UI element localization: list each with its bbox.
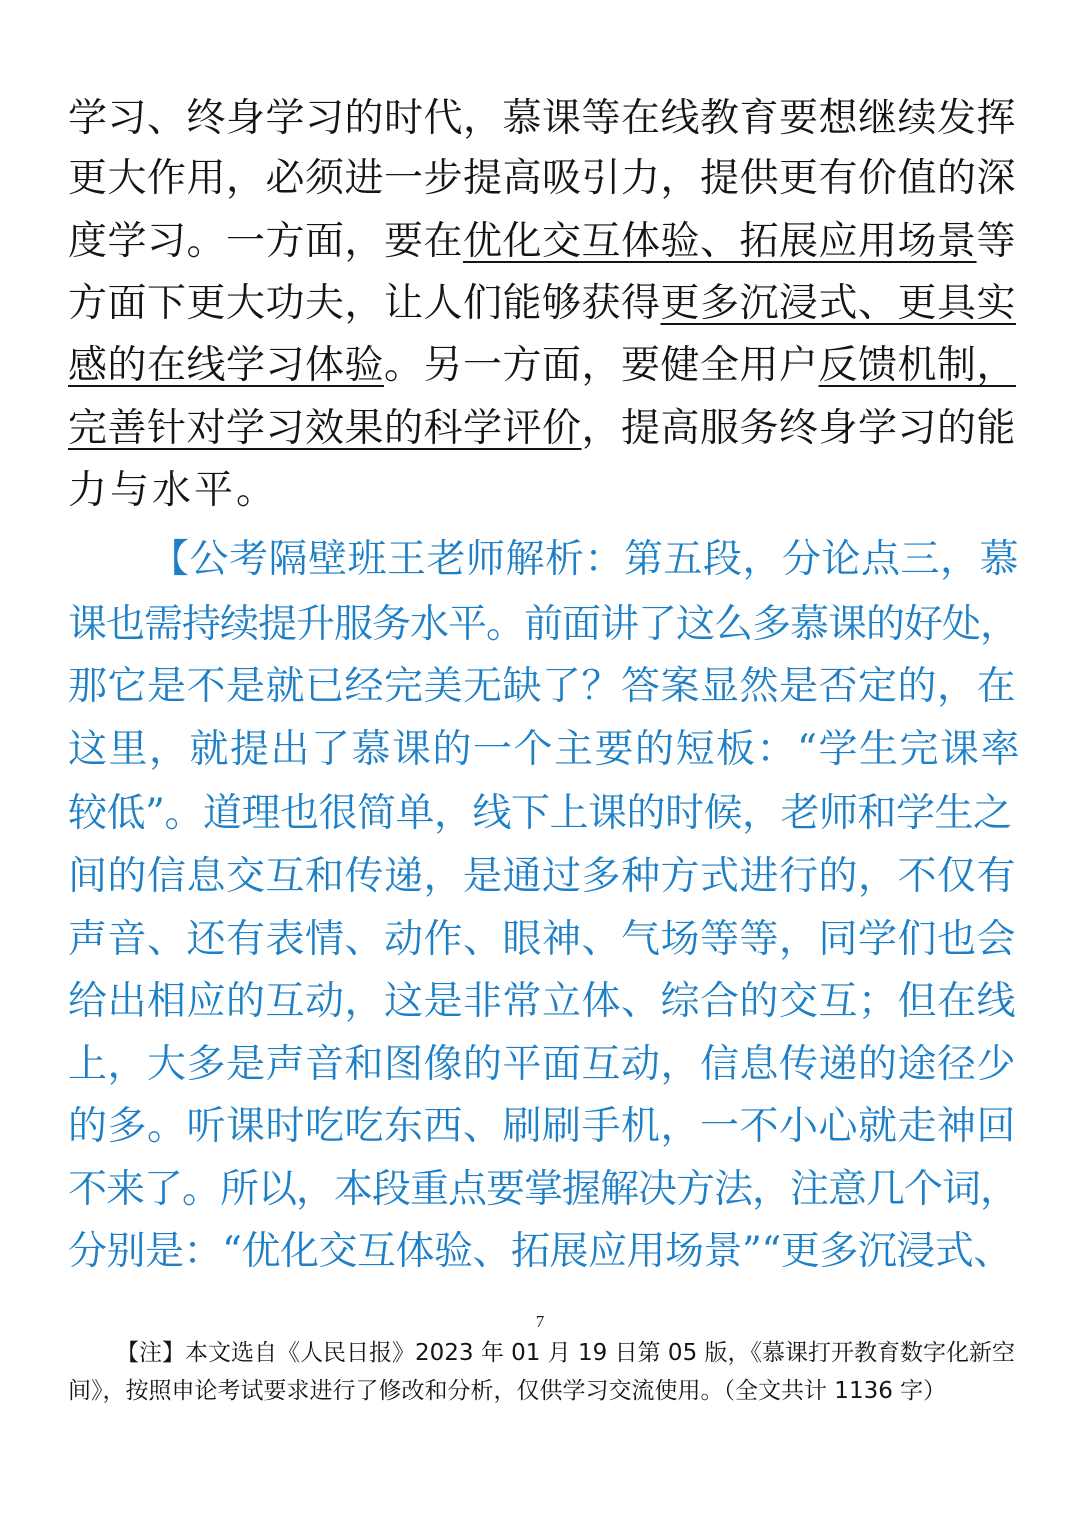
analysis-line: 间的信息交互和传递，是通过多种方式进行的，不仅有 — [68, 854, 1017, 899]
source-note: 【注】本文选自《人民日报》2023 年 01 月 19 日第 05 版，《慕课打开教育数字化新空间》，按照申论考试要求进行了修改和分析，仅供学习交流使用。（全文共计 1136 字） — [68, 1340, 1016, 1404]
body-line: 学习、终身学习的时代，慕课等在线教育要想继续发挥 — [68, 96, 1017, 141]
analysis-line: 较低”。道理也很简单，线下上课的时候，老师和学生之 — [68, 791, 1012, 836]
body-text: 。另一方面，要健全用户 — [384, 343, 819, 388]
analysis-line: 的多。听课时吃吃东西、刷刷手机，一不小心就走神回 — [68, 1104, 1017, 1149]
analysis-line: 声音、还有表情、动作、眼神、气场等等，同学们也会 — [68, 917, 1017, 962]
analysis-line: 那它是不是就已经完美无缺了？答案显然是否定的，在 — [68, 664, 1017, 709]
body-line — [68, 343, 1016, 393]
body-text: 等 — [976, 219, 1017, 264]
body-line: 更大作用，必须进一步提高吸引力，提供更有价值的深 — [68, 156, 1017, 201]
body-text: 度学习。一方面，要在 — [68, 219, 464, 264]
underlined-phrase: 更多沉浸式、更具实 — [660, 281, 1017, 326]
body-line — [68, 219, 1016, 269]
underlined-phrase: 感的在线学习体验 — [68, 343, 385, 388]
analysis-line: 上，大多是声音和图像的平面互动，信息传递的途径少 — [68, 1042, 1017, 1087]
body-text: 方面下更大功夫，让人们能够获得 — [68, 281, 661, 326]
underlined-phrase: 完善针对学习效果的科学评价 — [68, 406, 582, 451]
analysis-line: 【公考隔壁班王老师解析：第五段，分论点三，慕 — [150, 537, 1020, 582]
body-line — [68, 406, 1016, 456]
underlined-phrase: 优化交互体验、拓展应用场景 — [463, 219, 977, 264]
body-line: 力与水平。 — [68, 468, 279, 513]
body-text: ，提高服务终身学习的能 — [581, 406, 1017, 451]
analysis-line: 不来了。所以，本段重点要掌握解决方法，注意几个词， — [68, 1167, 1019, 1212]
analysis-line: 课也需持续提升服务水平。前面讲了这么多慕课的好处， — [68, 602, 1019, 647]
analysis-line: 分别是：“优化交互体验、拓展应用场景”“更多沉浸式、 — [68, 1229, 1012, 1274]
body-line — [68, 281, 1016, 331]
analysis-line: 给出相应的互动，这是非常立体、综合的交互；但在线 — [68, 979, 1017, 1024]
page-number: 7 — [535, 1312, 545, 1331]
analysis-line: 这里，就提出了慕课的一个主要的短板：“学生完课率 — [68, 727, 1021, 772]
underlined-phrase: 反馈机制， — [818, 343, 1017, 388]
